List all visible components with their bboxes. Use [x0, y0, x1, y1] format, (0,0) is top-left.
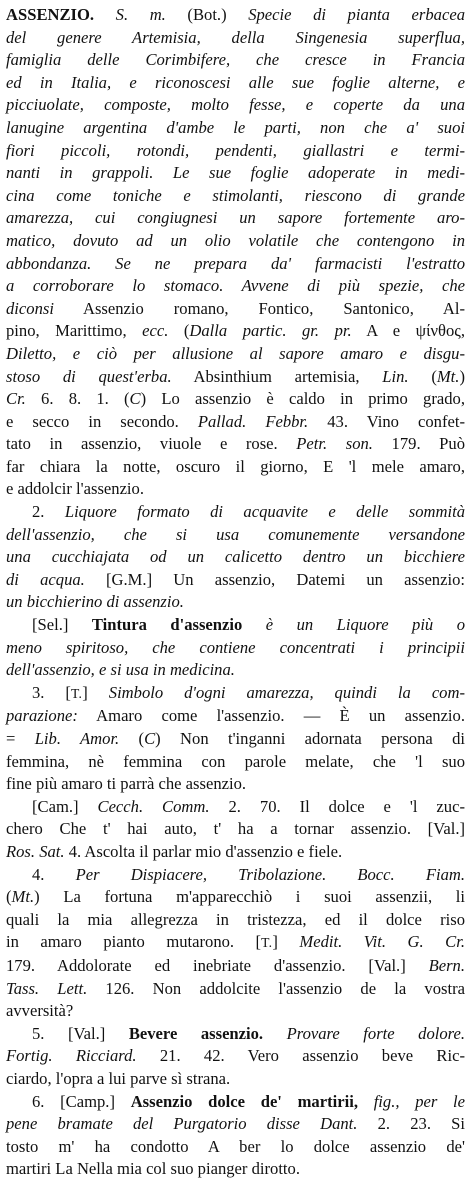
- italic-text-run: C: [144, 729, 156, 748]
- text-run: 2. 70. Il dolce e 'l zuc-: [209, 796, 465, 816]
- italic-text-run: Tass. Lett.: [6, 978, 88, 998]
- italic-text-run: nanti in grappoli. Le sue foglie adoperate in medi-: [6, 163, 465, 183]
- entry-text-line: [6, 705, 465, 728]
- text-run: ciardo, l'opra a lui parve sì strana.: [6, 1068, 231, 1088]
- sense-first-line: [6, 796, 465, 819]
- entry-text-line: [6, 207, 465, 230]
- entry-text-line: [6, 298, 465, 321]
- italic-text-run: cina come toniche e stimolanti, riescono di grande: [6, 185, 465, 205]
- entry-text-line: [6, 49, 465, 72]
- italic-text-run: fiori piccoli, rotondi, pendenti, giallastri e termi-: [6, 140, 465, 160]
- sense-first-line: [6, 1091, 465, 1114]
- entry-text-line: [6, 569, 465, 592]
- text-run: A e ψίνθος,: [351, 321, 465, 341]
- text-run: [G.M.] Un assenzio, Datemi un assenzio:: [84, 569, 465, 589]
- text-run: 6. [Camp.]: [32, 1091, 131, 1111]
- italic-text-run: Dalla partic. gr. pr.: [189, 321, 352, 341]
- text-run: 21. 42. Vero assenzio beve Ric-: [136, 1046, 465, 1066]
- text-run: tato in assenzio, viuole e rose.: [6, 434, 297, 454]
- text-run: tosto m' ha condotto A ber lo dolce assenzio de': [6, 1136, 465, 1156]
- text-run: [Cam.]: [32, 796, 98, 816]
- text-run: (: [168, 321, 190, 341]
- text-run: [94, 5, 116, 24]
- text-run: in amaro pianto mutarono. [: [6, 932, 262, 952]
- entry-text-line: [6, 72, 465, 95]
- text-run: 3. [: [32, 682, 71, 702]
- entry-text-line: [6, 4, 465, 27]
- text-run: far chiara la notte, oscuro il giorno, E 'l mele amaro,: [6, 456, 465, 476]
- italic-text-run: Medit. Vit. G. Cr.: [299, 932, 465, 952]
- italic-text-run: Cecch. Comm.: [97, 796, 210, 816]
- italic-text-run: Simbolo d'ogni amarezza, quindi la com-: [108, 682, 465, 702]
- italic-text-run: meno spiritoso, che contiene concentrati i principii: [6, 637, 465, 657]
- entry-text-line: [6, 27, 465, 50]
- entry-text-line: [6, 411, 465, 434]
- italic-text-run: fig., per le: [373, 1091, 465, 1111]
- text-run: 179. Può: [372, 434, 465, 454]
- italic-text-run: lanugine argentina d'ambe le parti, non che a' suoi: [6, 117, 465, 137]
- text-run: Amaro come l'assenzio. — È un assenzio.: [77, 706, 465, 726]
- text-run: femmina, nè femmina con parole melate, che 'l suo: [6, 751, 465, 771]
- entry-text-line: [6, 1158, 465, 1181]
- phrase-headword: Assenzio dolce de' martirii,: [130, 1091, 358, 1111]
- editor-mark: T.: [261, 935, 273, 951]
- text-run: ) Lo assenzio è caldo in primo grado,: [140, 389, 465, 409]
- text-run: (: [119, 729, 145, 748]
- entry-text-line: [6, 1113, 465, 1136]
- italic-text-run: famiglia delle Corimbifere, che cresce in Francia: [6, 50, 465, 70]
- text-run: ]: [272, 932, 300, 952]
- italic-text-run: matico, dovuto ad un olio volatile che contengono in: [6, 230, 465, 250]
- italic-text-run: una cucchiajata od un calicetto dentro un bicchiere: [6, 547, 465, 567]
- text-run: 179. Addolorate ed inebriate d'assenzio. [Val.]: [6, 955, 429, 975]
- italic-text-run: C: [129, 389, 141, 409]
- italic-text-run: Bern.: [428, 955, 465, 975]
- text-run: Assenzio romano, Fontico, Santonico, Al-: [53, 298, 465, 318]
- text-run: (: [6, 887, 12, 907]
- text-run: =: [6, 729, 35, 748]
- text-run: [Sel.]: [32, 615, 92, 635]
- entry-text-line: [6, 230, 465, 253]
- italic-text-run: del genere Artemisia, della Singenesia superflua,: [6, 27, 465, 47]
- entry-text-line: [6, 524, 465, 547]
- text-run: ) La fortuna m'apparecchiò i suoi assenzii, li: [34, 887, 465, 907]
- entry-text-line: [6, 728, 465, 751]
- italic-text-run: amarezza, cui congiugnesi un sapore fortemente aro-: [6, 208, 465, 228]
- entry-text-line: [6, 140, 465, 163]
- sense-first-line: [6, 864, 465, 887]
- italic-text-run: S. m.: [115, 5, 166, 24]
- text-run: (Bot.): [165, 5, 249, 24]
- italic-text-run: Lib. Amor.: [34, 729, 120, 748]
- entry-text-line: [6, 320, 465, 343]
- entry-text-line: [6, 478, 465, 501]
- italic-text-run: a corroborare lo stomaco. Avvene di più spezie, che: [6, 276, 465, 296]
- entry-text-line: [6, 1136, 465, 1159]
- text-run: fine più amaro ti parrà che assenzio.: [6, 774, 247, 794]
- entry-text-line: [6, 591, 465, 614]
- entry-text-line: [6, 94, 465, 117]
- italic-text-run: ed in Italia, e riconoscesi alle sue foglie alterne, e: [6, 72, 465, 92]
- sense-first-line: [6, 501, 465, 524]
- italic-text-run: Mt.: [11, 887, 35, 907]
- text-run: avversità?: [6, 1001, 74, 1021]
- text-run: Absinthium artemisia,: [171, 366, 383, 386]
- entry-text-line: [6, 886, 465, 909]
- entry-text-line: [6, 162, 465, 185]
- entry-text-line: [6, 456, 465, 479]
- editor-mark: T.: [70, 685, 83, 701]
- entry-text-line: [6, 275, 465, 298]
- text-run: ): [459, 366, 465, 386]
- italic-text-run: Lin.: [382, 366, 409, 386]
- sense-first-line: [6, 1023, 465, 1046]
- entry-text-line: [6, 253, 465, 276]
- text-run: 126. Non addolcite l'assenzio de la vostra: [87, 978, 465, 998]
- italic-text-run: Mt.: [436, 366, 460, 386]
- italic-text-run: picciuolate, composte, molto fesse, e coperte da una: [6, 95, 465, 115]
- entry-text-line: [6, 1000, 465, 1023]
- entry-text-line: [6, 978, 465, 1001]
- entry-text-line: [6, 931, 465, 955]
- italic-text-run: diconsi: [6, 298, 54, 318]
- entry-text-line: [6, 343, 465, 366]
- entry-text-line: [6, 433, 465, 456]
- dictionary-entry-assenzio: [6, 4, 465, 1181]
- text-run: ) Non t'inganni adornata persona di: [155, 729, 465, 748]
- italic-text-run: è un Liquore più o: [265, 615, 465, 635]
- entry-text-line: [6, 659, 465, 682]
- text-run: 4.: [32, 864, 76, 884]
- text-run: 2. 23. Si: [357, 1114, 465, 1134]
- entry-text-line: [6, 637, 465, 660]
- text-run: 2.: [32, 502, 65, 522]
- italic-text-run: di acqua.: [6, 569, 85, 589]
- italic-text-run: ecc.: [142, 321, 169, 341]
- italic-text-run: stoso di quest'erba.: [6, 366, 172, 386]
- entry-text-line: [6, 818, 465, 841]
- italic-text-run: abbondanza. Se ne prepara da' farmacisti l'estratto: [6, 253, 465, 273]
- entry-text-line: [6, 366, 465, 389]
- italic-text-run: Fortig. Ricciard.: [6, 1046, 137, 1066]
- text-run: [263, 1024, 287, 1043]
- entry-text-line: [6, 1068, 465, 1091]
- phrase-headword: Tintura d'assenzio: [91, 615, 243, 635]
- text-run: [358, 1092, 374, 1111]
- text-run: [242, 615, 265, 634]
- text-run: chero Che t' hai auto, t' ha a tornar assenzio. [Val.]: [6, 819, 465, 839]
- italic-text-run: Specie di pianta erbacea: [248, 5, 465, 24]
- text-run: (: [408, 366, 437, 386]
- entry-text-line: [6, 546, 465, 569]
- text-run: 4. Ascolta il parlar mio d'assenzio e fiele.: [64, 841, 343, 861]
- text-run: pino, Marittimo,: [6, 321, 143, 341]
- italic-text-run: Pallad. Febbr.: [197, 411, 309, 431]
- entry-text-line: [6, 117, 465, 140]
- text-run: martiri La Nella mia col suo pianger dirotto.: [6, 1159, 300, 1179]
- entry-text-line: [6, 955, 465, 978]
- italic-text-run: dell'assenzio, e si usa in medicina.: [6, 660, 235, 680]
- text-run: 5. [Val.]: [32, 1023, 129, 1043]
- text-run: 6. 8. 1. (: [25, 389, 130, 409]
- text-run: quali la mia allegrezza in tristezza, ed il dolce riso: [6, 909, 465, 929]
- text-run: ]: [82, 682, 109, 702]
- entry-text-line: [6, 773, 465, 796]
- italic-text-run: Provare forte dolore.: [286, 1023, 466, 1043]
- entry-text-line: [6, 1045, 465, 1068]
- sense-first-line: [6, 614, 465, 637]
- text-run: e secco in secondo.: [6, 411, 198, 431]
- entry-text-line: [6, 185, 465, 208]
- italic-text-run: pene bramate del Purgatorio disse Dant.: [6, 1114, 358, 1134]
- italic-text-run: dell'assenzio, che si usa comunemente versandone: [6, 524, 465, 544]
- italic-text-run: Liquore formato di acquavite e delle sommità: [64, 502, 465, 522]
- text-run: e addolcir l'assenzio.: [6, 479, 144, 499]
- headword: ASSENZIO.: [6, 5, 95, 24]
- italic-text-run: Ros. Sat.: [6, 841, 65, 861]
- phrase-headword: Bevere assenzio.: [128, 1023, 264, 1043]
- italic-text-run: Cr.: [6, 389, 26, 409]
- entry-text-line: [6, 751, 465, 774]
- italic-text-run: Diletto, e ciò per allusione al sapore amaro e disgu-: [6, 343, 465, 363]
- entry-text-line: [6, 909, 465, 932]
- italic-text-run: Per Dispiacere, Tribolazione. Bocc. Fiam.: [75, 864, 466, 884]
- entry-text-line: [6, 388, 465, 411]
- italic-text-run: parazione:: [6, 706, 78, 726]
- italic-text-run: Petr. son.: [296, 434, 373, 454]
- entry-text-line: [6, 841, 465, 864]
- italic-text-run: un bicchierino di assenzio.: [6, 592, 184, 612]
- text-run: 43. Vino confet-: [308, 411, 465, 431]
- sense-first-line: [6, 682, 465, 706]
